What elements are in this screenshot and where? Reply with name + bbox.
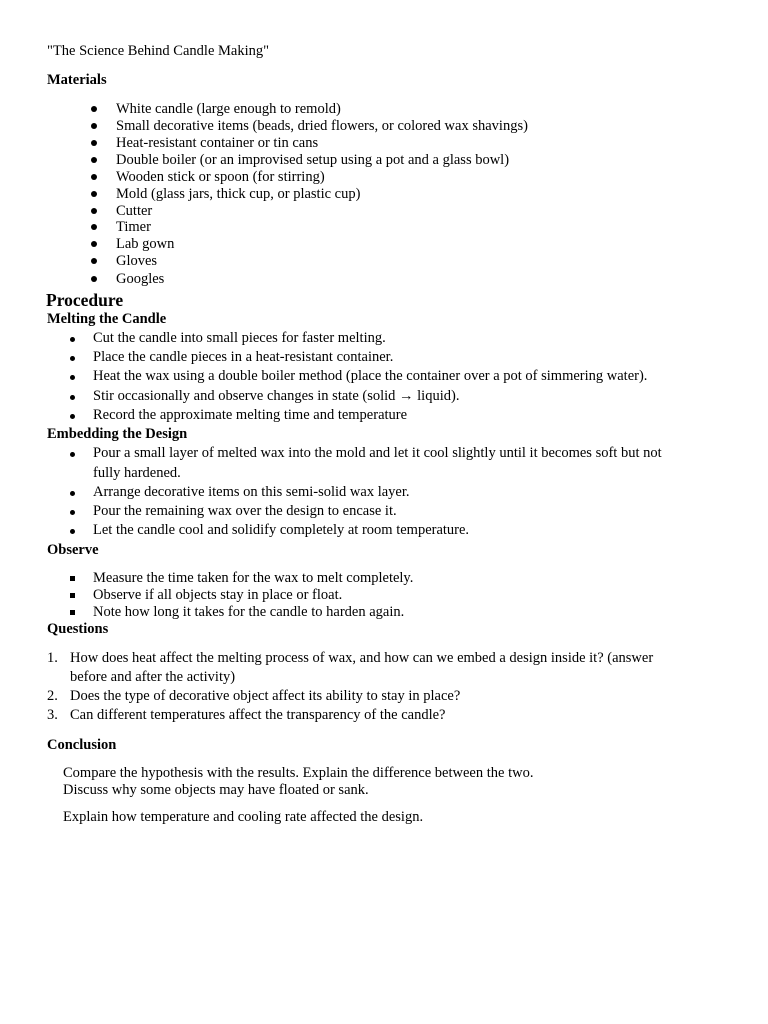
list-item: Pour a small layer of melted wax into the mold and let it cool slightly until it becomes soft but not <box>93 445 662 461</box>
list-item: Double boiler (or an improvised setup using a pot and a glass bowl) <box>116 152 510 168</box>
list-item: Cutter <box>116 203 153 219</box>
list-item: Small decorative items (beads, dried flowers, or colored wax shavings) <box>116 118 528 134</box>
list-bullet <box>70 593 75 598</box>
melting-heading: Melting the Candle <box>47 311 167 327</box>
list-item: Lab gown <box>116 236 175 252</box>
list-bullet <box>70 414 75 419</box>
list-item-continuation: fully hardened. <box>93 465 181 481</box>
procedure-heading: Procedure <box>46 290 124 310</box>
list-bullet <box>91 157 97 163</box>
list-bullet <box>91 258 97 264</box>
document-title: "The Science Behind Candle Making" <box>47 43 270 59</box>
list-item: Measure the time taken for the wax to melt completely. <box>93 570 414 586</box>
question-item: Does the type of decorative object affect its ability to stay in place? <box>70 688 461 704</box>
list-item: Observe if all objects stay in place or float. <box>93 587 343 603</box>
conclusion-heading: Conclusion <box>47 737 117 753</box>
list-bullet <box>70 491 75 496</box>
list-item: Cut the candle into small pieces for faster melting. <box>93 330 386 346</box>
conclusion-line: Compare the hypothesis with the results. Explain the difference between the two. <box>63 765 534 781</box>
list-bullet <box>91 276 97 282</box>
list-bullet <box>91 241 97 247</box>
list-bullet <box>70 356 75 361</box>
list-item: Wooden stick or spoon (for stirring) <box>116 169 325 185</box>
list-item: Arrange decorative items on this semi-solid wax layer. <box>93 484 410 500</box>
embedding-heading: Embedding the Design <box>47 426 188 442</box>
conclusion-line: Discuss why some objects may have floated or sank. <box>63 782 369 798</box>
question-item: Can different temperatures affect the transparency of the candle? <box>70 707 446 723</box>
list-bullet <box>70 452 75 457</box>
list-item: Heat-resistant container or tin cans <box>116 135 319 151</box>
list-item: Note how long it takes for the candle to harden again. <box>93 604 405 620</box>
list-bullet <box>70 395 75 400</box>
list-bullet <box>70 576 75 581</box>
list-item: White candle (large enough to remold) <box>116 101 341 117</box>
question-number: 1. <box>47 650 58 666</box>
question-item-continuation: before and after the activity) <box>70 669 236 685</box>
list-bullet <box>70 610 75 615</box>
list-bullet <box>70 529 75 534</box>
list-item: Record the approximate melting time and temperature <box>93 407 408 423</box>
list-bullet <box>91 191 97 197</box>
list-item: Mold (glass jars, thick cup, or plastic cup) <box>116 186 361 202</box>
list-bullet <box>70 375 75 380</box>
list-bullet <box>91 174 97 180</box>
list-item: Googles <box>116 271 165 287</box>
question-number: 3. <box>47 707 58 723</box>
list-item: Heat the wax using a double boiler method (place the container over a pot of simmering water). <box>93 368 648 384</box>
question-number: 2. <box>47 688 58 704</box>
observe-heading: Observe <box>47 542 99 558</box>
list-bullet <box>91 224 97 230</box>
list-item: Place the candle pieces in a heat-resistant container. <box>93 349 394 365</box>
list-item: Stir occasionally and observe changes in state (solid → liquid). <box>93 388 460 404</box>
list-bullet <box>70 510 75 515</box>
questions-heading: Questions <box>47 621 109 637</box>
list-bullet <box>70 337 75 342</box>
list-item: Let the candle cool and solidify completely at room temperature. <box>93 522 470 538</box>
list-item: Pour the remaining wax over the design to encase it. <box>93 503 397 519</box>
list-item: Gloves <box>116 253 158 269</box>
list-bullet <box>91 123 97 129</box>
question-item: How does heat affect the melting process of wax, and how can we embed a design inside it? (answer <box>70 650 654 666</box>
list-bullet <box>91 140 97 146</box>
materials-heading: Materials <box>47 72 107 88</box>
list-bullet <box>91 106 97 112</box>
list-bullet <box>91 208 97 214</box>
list-item: Timer <box>116 219 151 235</box>
conclusion-line: Explain how temperature and cooling rate affected the design. <box>63 809 424 825</box>
